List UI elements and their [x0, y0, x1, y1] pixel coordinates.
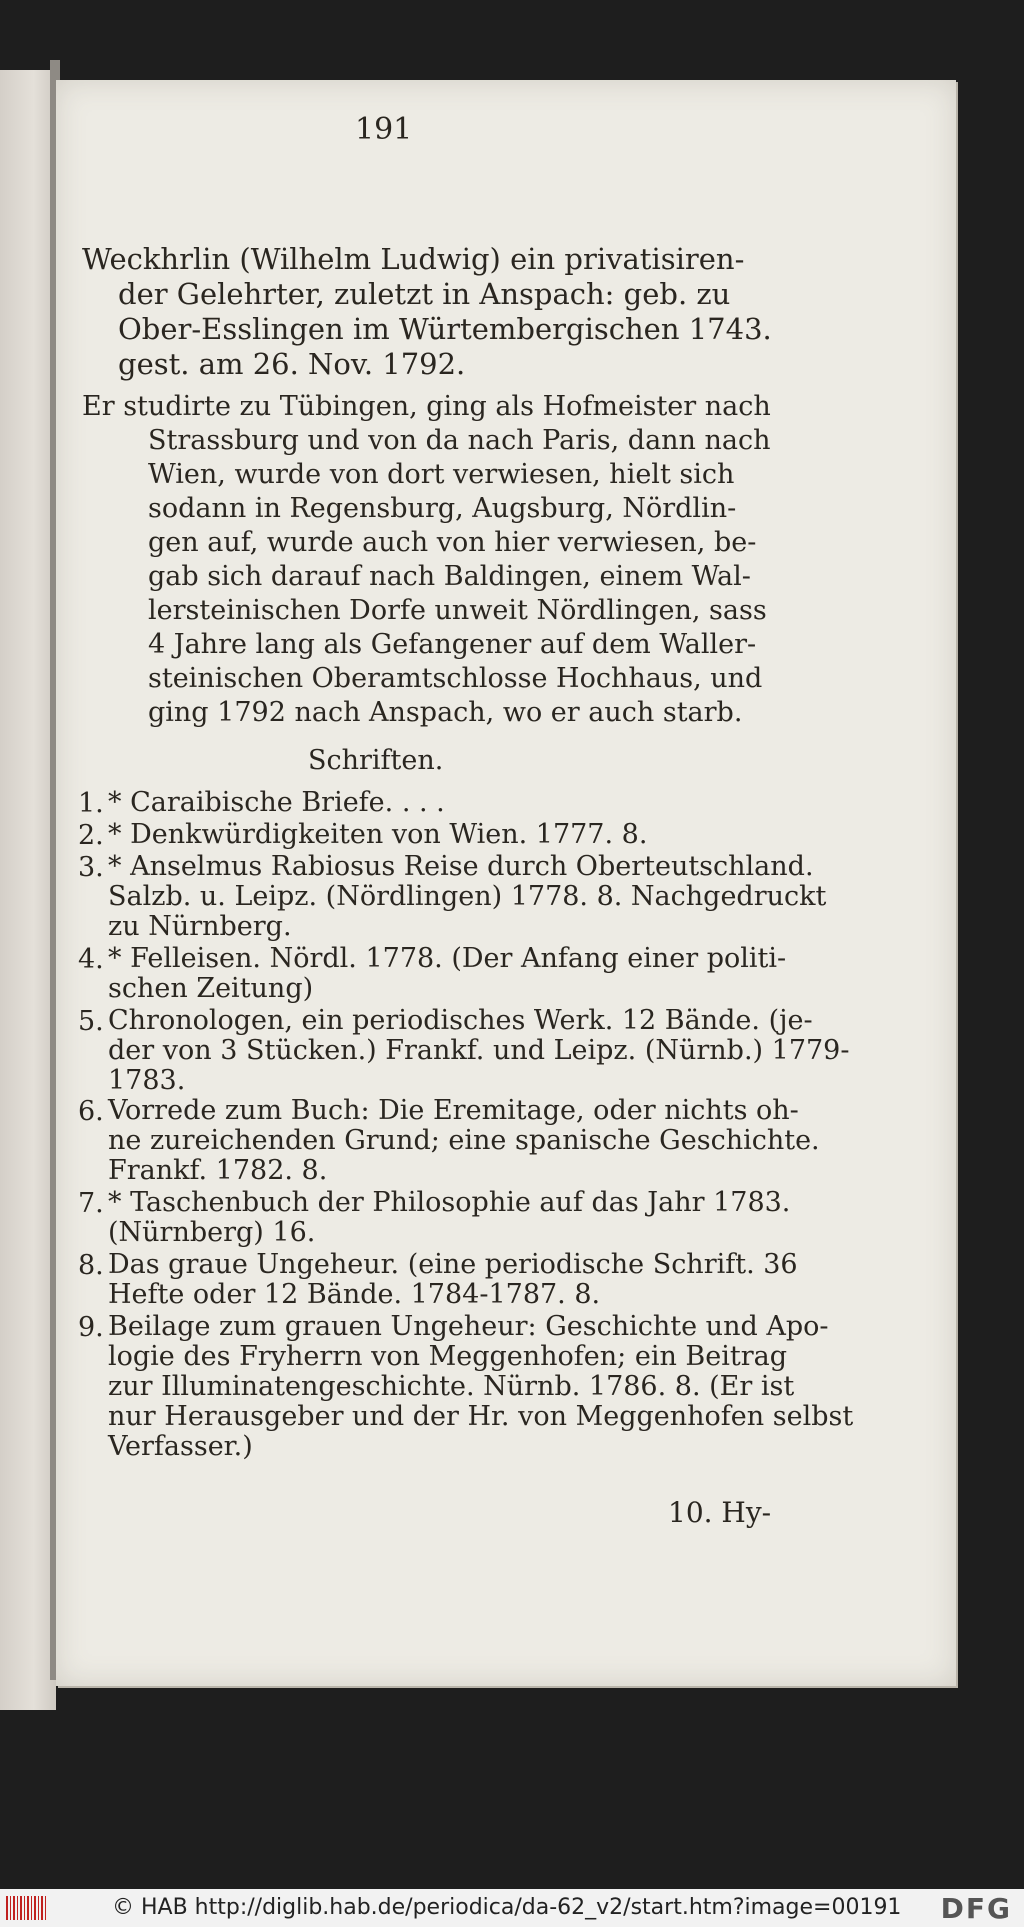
page-number: 191: [355, 112, 413, 147]
bio-line: lersteinischen Dorfe unweit Nördlingen, sass: [148, 595, 767, 626]
entry-line: gest. am 26. Nov. 1792.: [118, 347, 466, 381]
item-line: Chronologen, ein periodisches Werk. 12 Bände. (je-: [108, 1005, 813, 1036]
item-line: Frankf. 1782. 8.: [108, 1155, 328, 1186]
bio-line: Wien, wurde von dort verwiesen, hielt sich: [148, 459, 735, 490]
item-number: 7.: [78, 1188, 104, 1219]
bio-line: Strassburg und von da nach Paris, dann nach: [148, 425, 771, 456]
item-number: 5.: [78, 1006, 104, 1037]
item-line: Das graue Ungeheur. (eine periodische Schrift. 36: [108, 1249, 798, 1280]
item-line: nur Herausgeber und der Hr. von Meggenhofen selbst: [108, 1401, 854, 1432]
entry-line: der Gelehrter, zuletzt in Anspach: geb. zu: [118, 277, 731, 311]
item-number: 6.: [78, 1096, 104, 1127]
item-line: der von 3 Stücken.) Frankf. und Leipz. (Nürnb.) 1779-: [108, 1035, 850, 1066]
item-line: zu Nürnberg.: [108, 911, 292, 942]
catchword: 10. Hy-: [668, 1496, 772, 1529]
bio-line: steinischen Oberamtschlosse Hochhaus, und: [148, 663, 763, 694]
item-line: 1783.: [108, 1065, 186, 1096]
item-line: Beilage zum grauen Ungeheur: Geschichte und Apo-: [108, 1311, 829, 1342]
footer-bar: [0, 1889, 1024, 1927]
item-line: * Taschenbuch der Philosophie auf das Jahr 1783.: [108, 1187, 791, 1218]
bio-line: 4 Jahre lang als Gefangener auf dem Waller-: [148, 629, 757, 660]
item-line: * Caraibische Briefe. . . .: [108, 787, 445, 818]
item-number: 3.: [78, 852, 104, 883]
item-number: 1.: [78, 788, 104, 819]
item-line: (Nürnberg) 16.: [108, 1217, 316, 1248]
item-number: 9.: [78, 1312, 104, 1343]
item-number: 4.: [78, 944, 104, 975]
item-number: 2.: [78, 820, 104, 851]
bio-line: gen auf, wurde auch von hier verwiesen, be-: [148, 527, 757, 558]
barcode-icon: [6, 1896, 46, 1920]
item-line: Verfasser.): [108, 1431, 253, 1462]
item-line: zur Illuminatengeschichte. Nürnb. 1786. 8. (Er ist: [108, 1371, 795, 1402]
item-line: ne zureichenden Grund; eine spanische Geschichte.: [108, 1125, 820, 1156]
facing-page-edge: [0, 70, 56, 1710]
entry-line: Weckhrlin (Wilhelm Ludwig) ein privatisiren-: [82, 242, 745, 276]
bio-line: Er studirte zu Tübingen, ging als Hofmeister nach: [82, 391, 771, 422]
item-line: * Felleisen. Nördl. 1778. (Der Anfang einer politi-: [108, 943, 787, 974]
item-line: logie des Fryherrn von Meggenhofen; ein Beitrag: [108, 1341, 788, 1372]
entry-line: Ober-Esslingen im Würtembergischen 1743.: [118, 312, 772, 346]
item-line: * Denkwürdigkeiten von Wien. 1777. 8.: [108, 819, 648, 850]
copyright-url[interactable]: © HAB http://diglib.hab.de/periodica/da-62_v2/start.htm?image=00191: [112, 1895, 902, 1920]
section-heading: Schriften.: [308, 745, 444, 776]
item-line: * Anselmus Rabiosus Reise durch Oberteutschland.: [108, 851, 814, 882]
item-line: Vorrede zum Buch: Die Eremitage, oder nichts oh-: [108, 1095, 799, 1126]
item-line: Salzb. u. Leipz. (Nördlingen) 1778. 8. Nachgedruckt: [108, 881, 827, 912]
item-line: Hefte oder 12 Bände. 1784-1787. 8.: [108, 1279, 601, 1310]
bio-line: gab sich darauf nach Baldingen, einem Wal-: [148, 561, 751, 592]
item-number: 8.: [78, 1250, 104, 1281]
dfg-logo: DFG: [940, 1892, 1012, 1925]
item-line: schen Zeitung): [108, 973, 314, 1004]
bio-line: sodann in Regensburg, Augsburg, Nördlin-: [148, 493, 737, 524]
bio-line: ging 1792 nach Anspach, wo er auch starb.: [148, 697, 743, 728]
